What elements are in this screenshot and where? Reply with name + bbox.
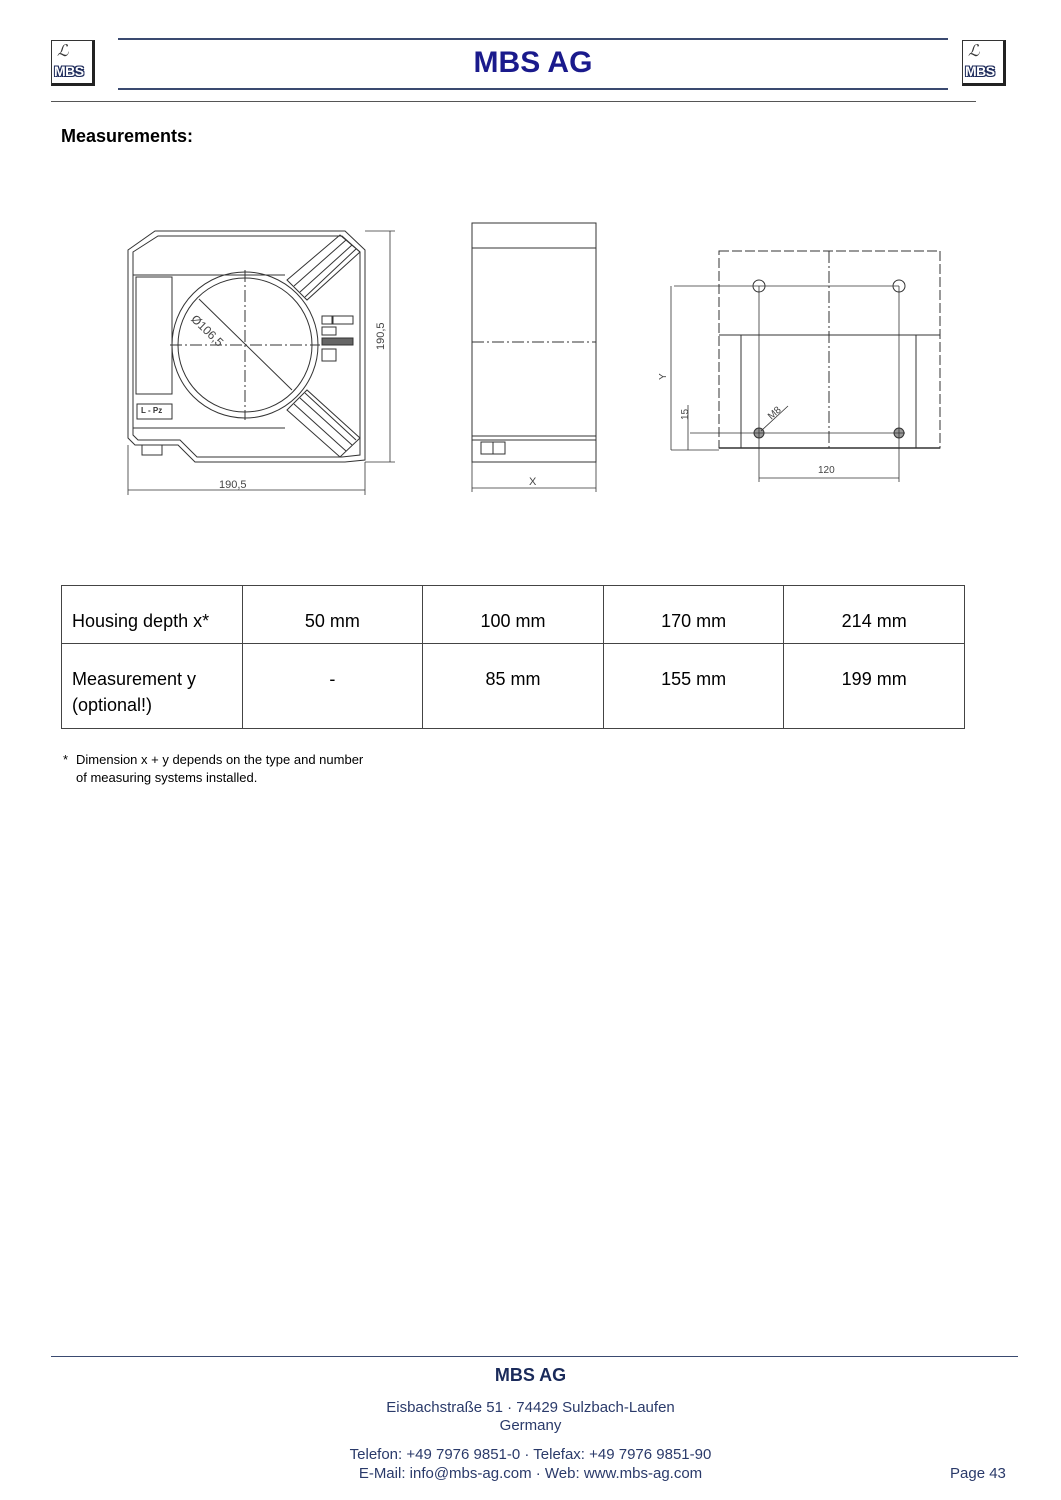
front-width-label: 190,5 bbox=[219, 479, 247, 491]
front-height-label: 190,5 bbox=[375, 322, 387, 350]
header-rule-bottom bbox=[118, 88, 948, 90]
footer-contact: E-Mail: info@mbs-ag.com · Web: www.mbs-ag.com bbox=[358, 1465, 703, 1482]
depth-x-label: X bbox=[529, 476, 537, 488]
table-row bbox=[62, 586, 965, 644]
page-number: Page 43 bbox=[950, 1465, 1006, 1482]
footer-phone: Telefon: +49 7976 9851-0 · Telefax: +49 7976 9851-90 bbox=[349, 1446, 712, 1463]
logo-text: MBS bbox=[54, 63, 84, 79]
table-cell: 199 mm bbox=[784, 644, 965, 729]
footer-company: MBS AG bbox=[494, 1365, 567, 1385]
type-label: L - Pz bbox=[141, 406, 163, 415]
technical-drawings bbox=[0, 200, 1061, 510]
header-separator bbox=[51, 101, 976, 102]
footer-rule bbox=[51, 1356, 1018, 1357]
figure-icon: ℒ bbox=[968, 41, 980, 60]
table-cell: - bbox=[242, 644, 423, 729]
row-label-line1: Measurement y bbox=[72, 669, 197, 689]
mbs-logo-right bbox=[962, 40, 1006, 86]
table-cell: 170 mm bbox=[603, 586, 784, 644]
table-row bbox=[62, 644, 965, 729]
mbs-logo-left bbox=[51, 40, 95, 86]
table-cell: 50 mm bbox=[242, 586, 423, 644]
y-label: Y bbox=[658, 373, 669, 380]
row-label: Housing depth x* bbox=[62, 586, 243, 644]
footnote-line2: of measuring systems installed. bbox=[76, 770, 258, 785]
table-cell: 214 mm bbox=[784, 586, 965, 644]
row-label bbox=[62, 644, 243, 729]
diameter-label: Ø106,5 bbox=[188, 312, 227, 350]
logo-text: MBS bbox=[965, 63, 995, 79]
footer-country: Germany bbox=[499, 1417, 562, 1434]
thread-m8-label: M8 bbox=[766, 404, 784, 423]
bottom-view-drawing bbox=[671, 251, 940, 482]
footnote-line1: Dimension x + y depends on the type and number bbox=[76, 752, 364, 767]
table-cell: 85 mm bbox=[423, 644, 604, 729]
dimensions-table bbox=[61, 585, 965, 729]
row-label-line2: (optional!) bbox=[72, 695, 153, 715]
footer-address: Eisbachstraße 51 · 74429 Sulzbach-Laufen bbox=[386, 1399, 675, 1416]
page-title: MBS AG bbox=[473, 46, 593, 79]
front-view-drawing bbox=[128, 231, 395, 495]
spacing-120-label: 120 bbox=[818, 465, 835, 476]
footnote-marker: * bbox=[63, 752, 69, 767]
header-rule-top bbox=[118, 38, 948, 40]
offset-15-label: 15 bbox=[680, 408, 691, 420]
table-cell: 155 mm bbox=[603, 644, 784, 729]
section-heading: Measurements: bbox=[61, 126, 194, 146]
figure-icon: ℒ bbox=[57, 41, 69, 60]
side-view-drawing bbox=[472, 223, 596, 492]
table-cell: 100 mm bbox=[423, 586, 604, 644]
